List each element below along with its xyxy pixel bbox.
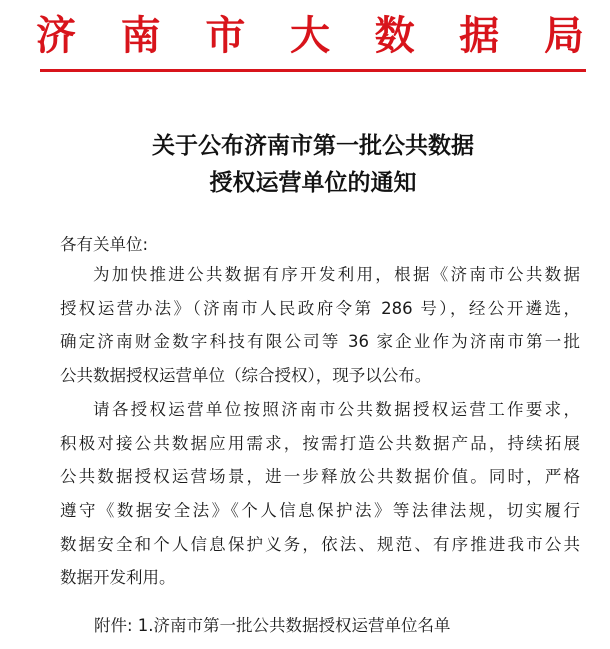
paragraph-line: 为加快推进公共数据有序开发利用，根据《济南市公共数据: [93, 265, 580, 284]
notice-title-line-2: 授权运营单位的通知: [209, 169, 417, 196]
salutation: 各有关单位:: [60, 235, 149, 254]
masthead-char: 济: [36, 12, 76, 59]
paragraph-line: 数据开发利用。: [60, 568, 176, 588]
attachment-line: 附件: 1.济南市第一批公共数据授权运营单位名单: [94, 616, 451, 635]
body-paragraph-1: [60, 258, 580, 393]
paragraph-line: 确定济南财金数字科技有限公司等 36 家企业作为济南市第一批: [60, 332, 580, 352]
notice-title-line-1: 关于公布济南市第一批公共数据: [152, 132, 474, 159]
paragraph-line: 公共数据授权运营单位（综合授权），现予以公布。: [60, 366, 432, 386]
body-paragraph-2: [60, 393, 580, 595]
masthead-divider: [40, 69, 586, 72]
masthead-char: 南: [120, 12, 161, 59]
paragraph-line: 积极对接公共数据应用需求，按需打造公共数据产品，持续拓展: [60, 433, 580, 453]
paragraph-line: 遵守《数据安全法》《个人信息保护法》等法律法规，切实履行: [60, 501, 580, 521]
paragraph-line: 授权运营办法》（济南市人民政府令第 286 号），经公开遴选，: [60, 298, 580, 318]
paragraph-line: 请各授权运营单位按照济南市公共数据授权运营工作要求，: [93, 400, 580, 419]
paragraph-line: 数据安全和个人信息保护义务，依法、规范、有序推进我市公共: [60, 534, 580, 554]
masthead: [36, 10, 584, 62]
masthead-char: 局: [543, 12, 584, 59]
masthead-char: 市: [205, 12, 246, 59]
masthead-char: 数: [374, 12, 415, 59]
masthead-char: 据: [459, 12, 500, 59]
paragraph-line: 公共数据授权运营场景，进一步释放公共数据价值。同时，严格: [60, 467, 580, 487]
masthead-char: 大: [289, 12, 330, 59]
